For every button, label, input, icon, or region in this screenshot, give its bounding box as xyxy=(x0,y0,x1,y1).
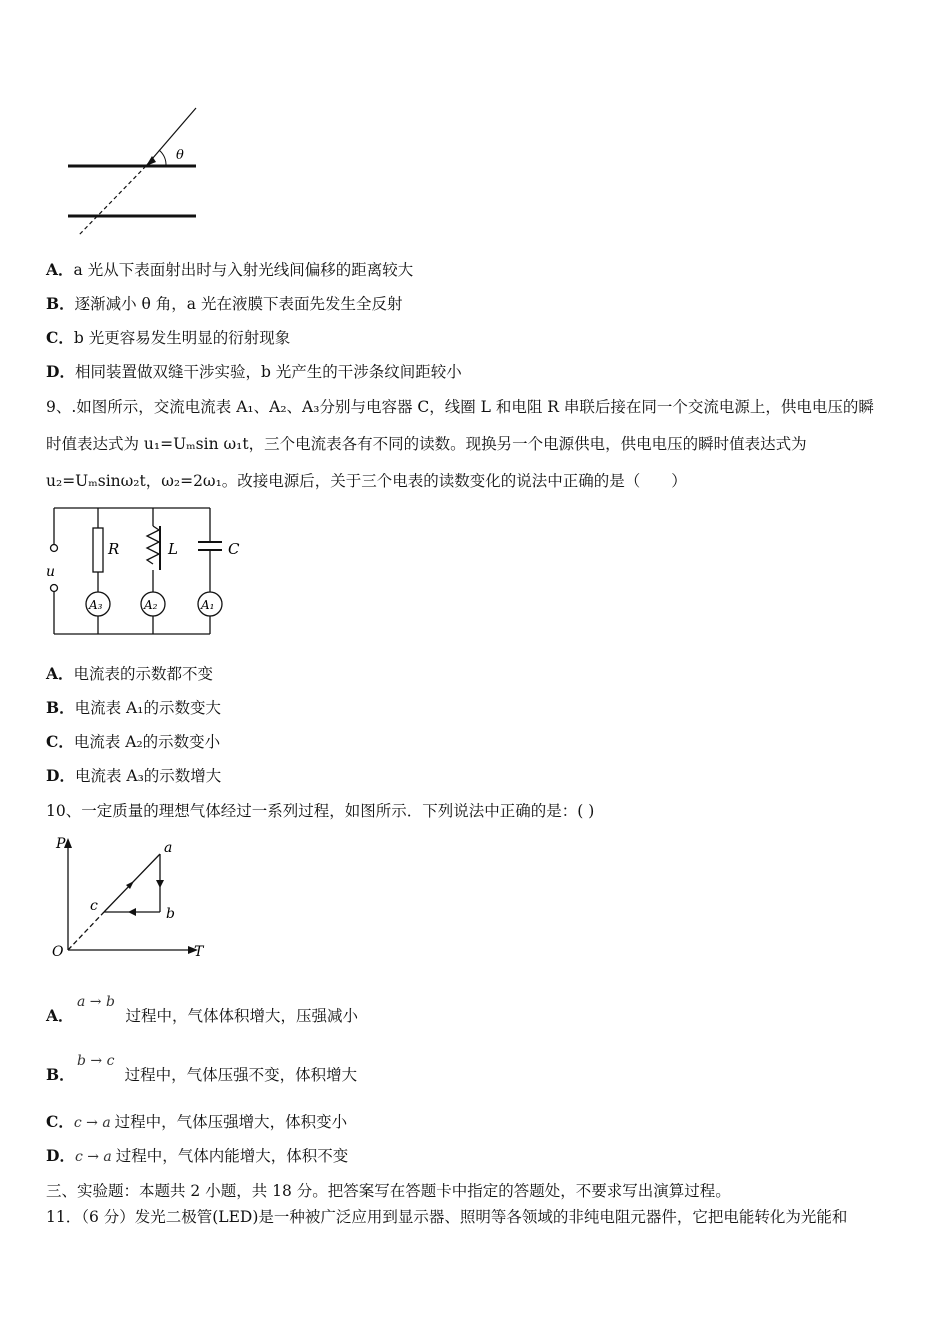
label-c: C xyxy=(228,540,240,558)
dashed-extension xyxy=(68,912,104,950)
q8-option-c: C．b 光更容易发生明显的衍射现象 xyxy=(46,328,291,347)
label-p: P xyxy=(56,836,66,852)
q10-option-d: D．c → a 过程中，气体内能增大，体积不变 xyxy=(46,1146,349,1165)
q10-option-a: A． 过程中，气体体积增大，压强减小 xyxy=(46,1006,359,1025)
q9-stem-line2: 时值表达式为 u₁=Uₘsin ω₁t，三个电流表各有不同的读数。现换另一个电源供电，供电电压的瞬时值表达式为 xyxy=(46,435,807,453)
q10-option-b: B． 过程中，气体压强不变，体积增大 xyxy=(46,1065,358,1084)
q9-circuit-figure xyxy=(40,500,260,640)
source-terminal-top xyxy=(51,545,58,552)
label-u: u xyxy=(46,564,56,580)
arrow-bc-icon xyxy=(128,908,136,916)
label-c: c xyxy=(90,898,98,914)
q9-stem-line3: u₂=Uₘsinω₂t，ω₂=2ω₁。改接电源后，关于三个电表的读数变化的说法中正确的是（ ） xyxy=(46,472,687,490)
incident-ray xyxy=(146,108,196,166)
q10-option-c: C．c → a 过程中，气体压强增大，体积变小 xyxy=(46,1112,348,1131)
inductor-symbol xyxy=(147,526,159,564)
section3-title: 三、实验题：本题共 2 小题，共 18 分。把答案写在答题卡中指定的答题处，不要求写出演算过程。 xyxy=(46,1182,731,1200)
label-l: L xyxy=(168,540,178,558)
extended-ray-dashed xyxy=(78,166,146,236)
label-a3: A₃ xyxy=(89,598,103,612)
q8-option-d: D．相同装置做双缝干涉实验，b 光产生的干涉条纹间距较小 xyxy=(46,362,462,381)
label-t: T xyxy=(194,944,204,960)
q9-stem-line1: 9、.如图所示，交流电流表 A₁、A₂、A₃分别与电容器 C，线圈 L 和电阻 R 串联后接在同一个交流电源上，供电电压的瞬 xyxy=(46,398,874,416)
label-a1: A₁ xyxy=(201,598,215,612)
label-r: R xyxy=(108,540,120,558)
label-a2: A₂ xyxy=(144,598,158,612)
q8-option-a: A．a 光从下表面射出时与入射光线间偏移的距离较大 xyxy=(46,260,414,279)
theta-label: θ xyxy=(176,148,184,163)
q9-option-a: A．电流表的示数都不变 xyxy=(46,664,214,683)
resistor-symbol xyxy=(93,528,103,572)
theta-arc xyxy=(159,150,166,166)
q10-option-b-math: b → c xyxy=(77,1053,115,1069)
source-terminal-bottom xyxy=(51,585,58,592)
arrow-ab-icon xyxy=(156,880,164,888)
q10-stem: 10、一定质量的理想气体经过一系列过程，如图所示．下列说法中正确的是：( ) xyxy=(46,802,595,820)
q11-stem-line1: 11．（6 分）发光二极管(LED)是一种被广泛应用到显示器、照明等各领域的非纯电阻元器件，它把电能转化为光能和 xyxy=(46,1208,848,1226)
label-b: b xyxy=(166,906,175,922)
q10-option-a-math: a → b xyxy=(77,994,115,1010)
q9-option-d: D．电流表 A₃的示数增大 xyxy=(46,766,222,785)
q9-option-c: C．电流表 A₂的示数变小 xyxy=(46,732,221,751)
label-o: O xyxy=(52,944,64,960)
q9-option-b: B．电流表 A₁的示数变大 xyxy=(46,698,221,717)
q8-option-b: B．逐渐减小 θ 角，a 光在液膜下表面先发生全反射 xyxy=(46,294,403,313)
q10-pt-diagram xyxy=(46,832,226,962)
q8-refraction-figure xyxy=(60,104,260,244)
label-a: a xyxy=(164,840,173,856)
